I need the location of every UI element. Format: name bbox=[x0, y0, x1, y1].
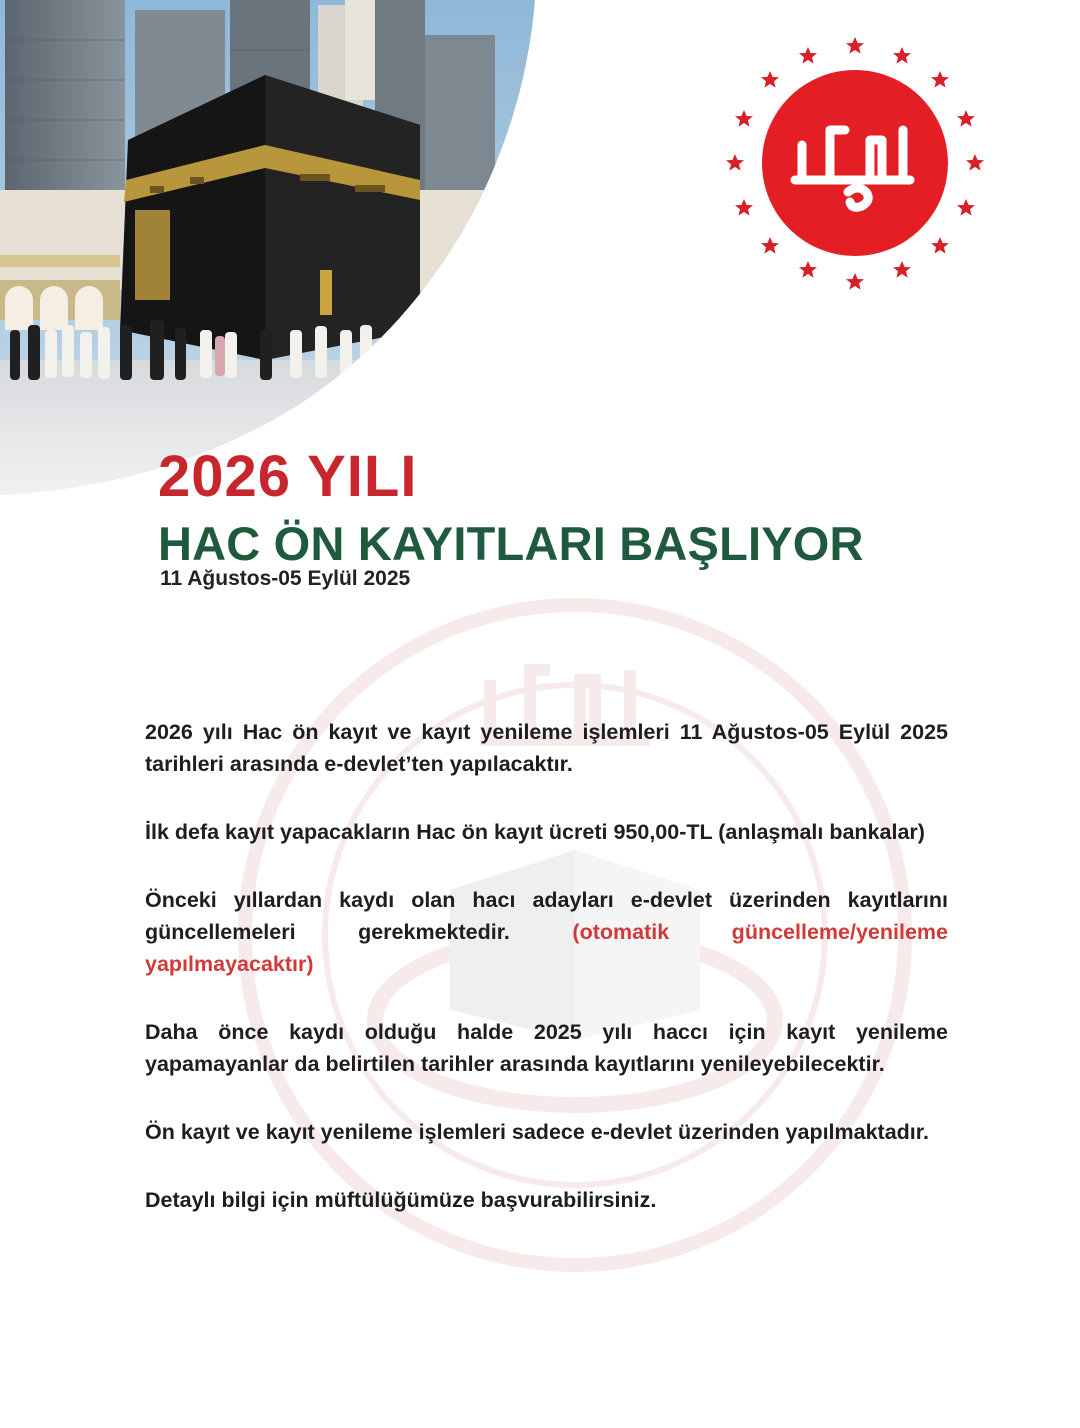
no-auto-renew-note: (otomatik güncelleme/yenileme yapılmayacaktır) bbox=[145, 920, 948, 976]
paragraph-renewal: Daha önce kaydı olduğu halde 2025 yılı haccı için kayıt yenileme yapamayanlar da belirtilen tarihler arasında kayıtlarını yenileyebilecektir. bbox=[145, 1020, 948, 1076]
paragraph-registration-dates: 2026 yılı Hac ön kayıt ve kayıt yenileme işlemleri 11 Ağustos-05 Eylül 2025 tarihleri arasında e-devlet’ten yapılacaktır. bbox=[145, 720, 948, 776]
date-range: 11 Ağustos-05 Eylül 2025 bbox=[160, 567, 411, 590]
announcement-body bbox=[145, 716, 948, 1252]
paragraph-contact-info: Detaylı bilgi için müftülüğümüze başvurabilirsiniz. bbox=[145, 1188, 657, 1212]
year-title: 2026 YILI bbox=[158, 444, 418, 509]
paragraph-edevlet-only: Ön kayıt ve kayıt yenileme işlemleri sadece e-devlet üzerinden yapılmaktadır. bbox=[145, 1120, 929, 1144]
main-title: HAC ÖN KAYITLARI BAŞLIYOR bbox=[158, 517, 864, 570]
paragraph-update-required bbox=[145, 884, 948, 980]
paragraph-fee: İlk defa kayıt yapacakların Hac ön kayıt ücreti 950,00-TL (anlaşmalı bankalar) bbox=[145, 820, 925, 844]
update-required-text: Önceki yıllardan kaydı olan hacı adayları e-devlet üzerinden kayıtlarını güncellemeleri gerekmektedir. bbox=[145, 888, 948, 944]
diyanet-logo bbox=[720, 30, 1000, 310]
kaaba-hero-image bbox=[0, 0, 560, 500]
